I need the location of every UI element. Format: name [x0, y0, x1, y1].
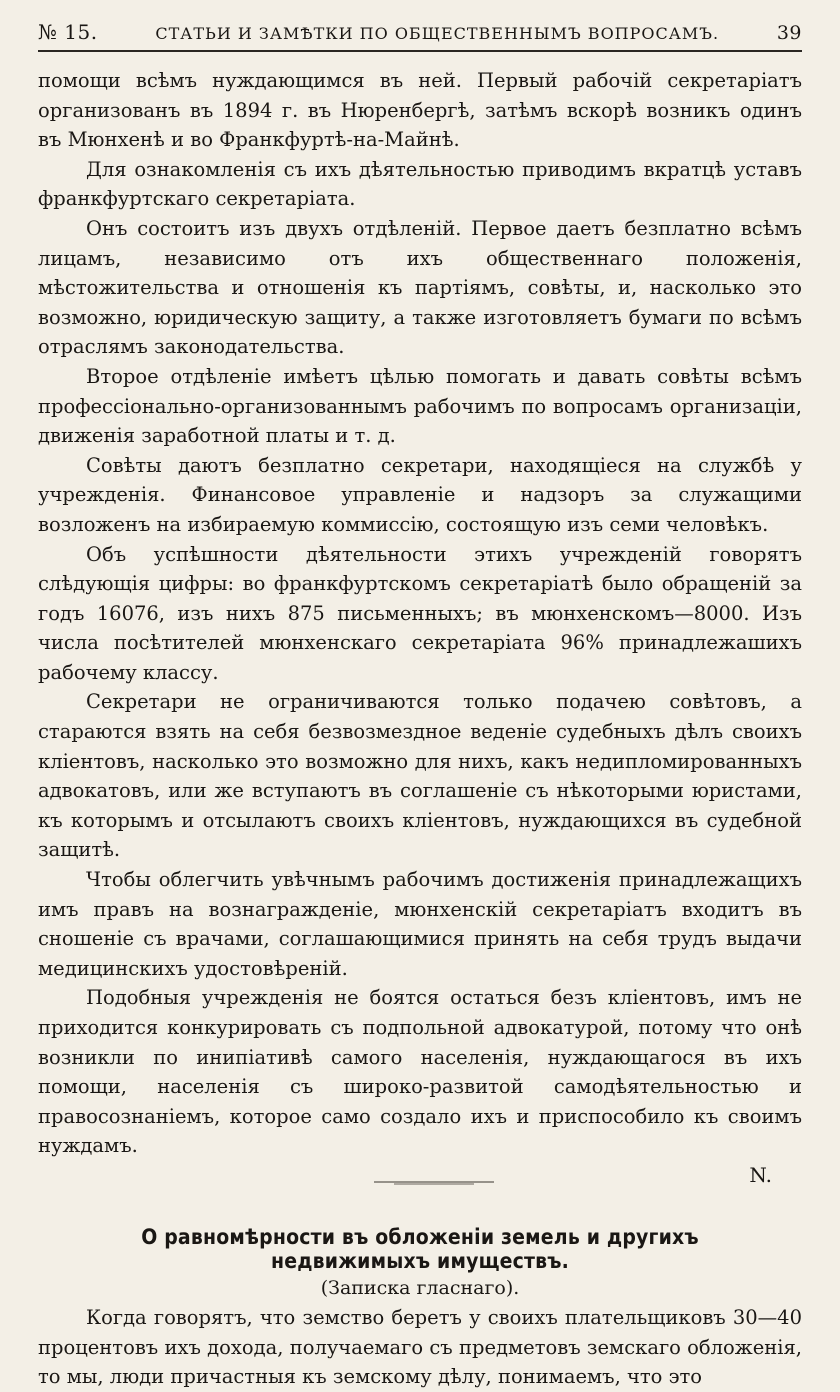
book-page [38, 20, 802, 1389]
signature-line [38, 1163, 802, 1197]
article-body [38, 66, 802, 1161]
paragraph: Подобныя учрежденія не боятся остаться безъ кліентовъ, имъ не приходится конкурировать съ подпольной адвокатурой, потому что онѣ возникли по инипіативѣ самого населенія, нуждающагося въ ихъ помощи, населенія съ широко-развитой самодѣятельностью и правосознаніемъ, которое само создало ихъ и приспособило къ своимъ нуждамъ. [38, 986, 802, 1158]
paragraph: Онъ состоитъ изъ двухъ отдѣленій. Первое даетъ безплатно всѣмъ лицамъ, независимо отъ ихъ общественнаго положенія, мѣстожительства и отношенія къ партіямъ, совѣты, и, насколько это возможно, юридическую защиту, а также изготовляетъ бумаги по всѣмъ отраслямъ законодательства. [38, 216, 802, 359]
paragraph: Для ознакомленія съ ихъ дѣятельностью приводимъ вкратцѣ уставъ франкфуртскаго секретаріата. [38, 157, 802, 211]
running-header [38, 20, 802, 48]
paragraph: Чтобы облегчить увѣчнымъ рабочимъ достиженія принадлежащихъ имъ правъ на вознагражденіе, мюнхенскій секретаріатъ входитъ въ сношеніе съ врачами, соглашающимися принять на себя трудъ выдачи медицинскихъ удостовѣреній. [38, 868, 802, 980]
next-article-subtitle: (Записка гласнаго). [320, 1276, 520, 1299]
paragraph: Когда говорятъ, что земство беретъ у своихъ плательщиковъ 30—40 процентовъ ихъ дохода, получаемаго съ предметовъ земскаго обложенія, то мы, люди причастныя къ земскому дѣлу, понимаемъ, что это [38, 1305, 802, 1389]
paragraph: помощи всѣмъ нуждающимся въ ней. Первый рабочій секретаріатъ организованъ въ 1894 г. въ Нюренбергѣ, затѣмъ вскорѣ возникъ одинъ въ Мюнхенѣ и во Франкфуртѣ-на-Майнѣ. [38, 69, 802, 152]
paragraph: Секретари не ограничиваются только подачею совѣтовъ, а стараются взять на себя безвозмездное веденіе судебныхъ дѣлъ своихъ кліентовъ, насколько это возможно для нихъ, какъ недипломированныхъ адвокатовъ, или же вступаютъ въ соглашеніе съ нѣкоторыми юристами, къ которымъ и отсылаютъ своихъ кліентовъ, нуждающихся въ судебной защитѣ. [38, 690, 802, 862]
page-number: 39 [776, 22, 802, 44]
next-article-title: О равномѣрности въ обложеніи земель и другихъ недвижимыхъ имуществъ. [141, 1224, 699, 1273]
section-title: СТАТЬИ И ЗАМѢТКИ ПО ОБЩЕСТВЕННЫМЪ ВОПРОСАМЪ. [155, 24, 720, 43]
ornament-rule [374, 1179, 494, 1185]
header-rule [38, 50, 802, 52]
paragraph: Объ успѣшности дѣятельности этихъ учрежденій говорятъ слѣдующія цифры: во франкфуртскомъ секретаріатѣ было обращеній за годъ 16076, изъ нихъ 875 письменныхъ; въ мюнхенскомъ—8000. Изъ числа посѣтителей мюнхенскаго секретаріата 96% принадлежашихъ рабочему классу. [38, 542, 802, 684]
paragraph: Второе отдѣленіе имѣетъ цѣлью помогать и давать совѣты всѣмъ профессіонально-организованнымъ рабочимъ по вопросамъ организаціи, движенія заработной платы и т. д. [38, 364, 802, 448]
issue-number: № 15. [38, 20, 98, 44]
author-signature: N. [749, 1162, 772, 1187]
paragraph: Совѣты даютъ безплатно секретари, находящіеся на службѣ у учрежденія. Финансовое управленіе и надзоръ за служащими возложенъ на избираемую коммиссію, состоящую изъ семи человѣкъ. [38, 453, 802, 536]
next-article-body [38, 1303, 802, 1392]
